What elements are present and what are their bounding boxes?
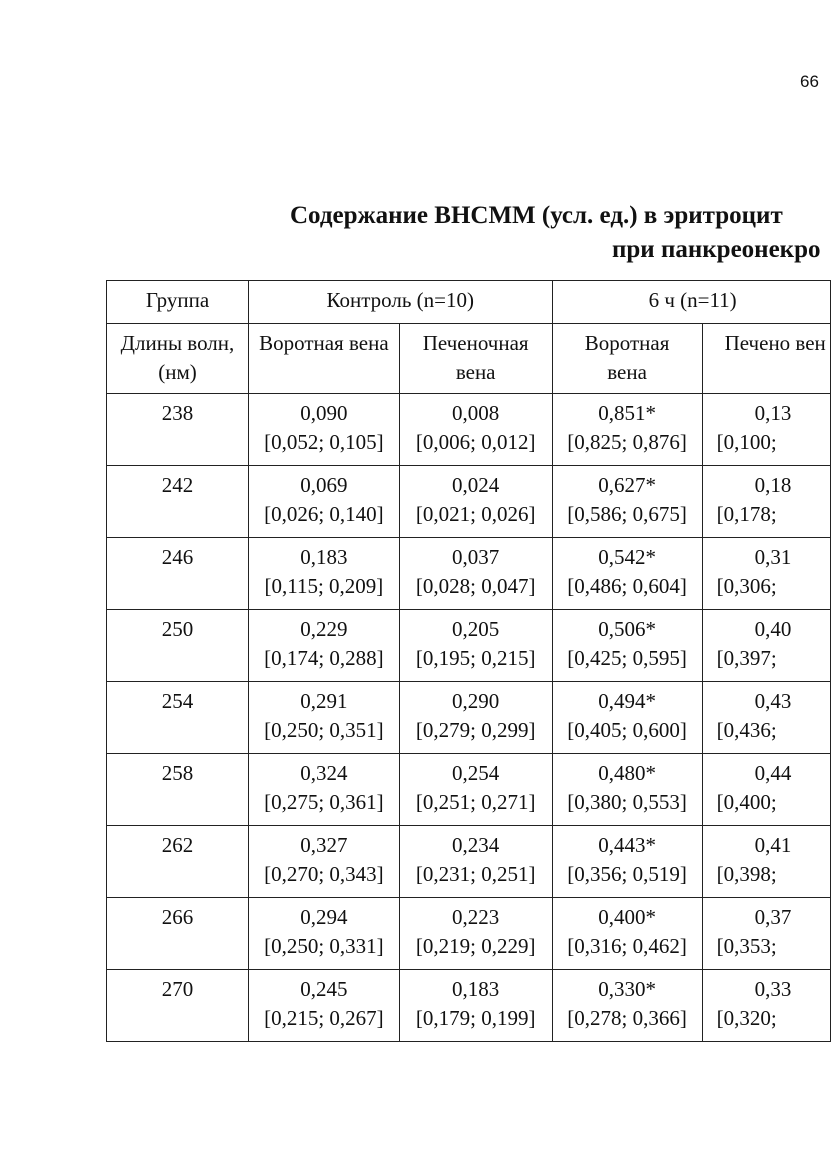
cell-control-hepatic-median: 0,234 bbox=[452, 833, 500, 857]
header-wavelength bbox=[107, 324, 249, 394]
cell-control-hepatic-median: 0,037 bbox=[452, 545, 500, 569]
cell-control-portal bbox=[248, 898, 399, 970]
cell-6h-hepatic bbox=[702, 394, 830, 466]
cell-6h-portal bbox=[552, 826, 702, 898]
title-line-1: Содержание ВНСММ (усл. ед.) в эритроцит bbox=[290, 202, 783, 229]
cell-wavelength bbox=[107, 754, 249, 826]
cell-6h-portal bbox=[552, 898, 702, 970]
cell-6h-hepatic bbox=[702, 682, 830, 754]
cell-control-portal-iqr: [0,115; 0,209] bbox=[264, 574, 384, 598]
cell-control-hepatic bbox=[399, 466, 552, 538]
cell-6h-hepatic-iqr: [0,397; bbox=[716, 646, 777, 670]
results-table bbox=[106, 280, 831, 1042]
cell-wavelength bbox=[107, 682, 249, 754]
header-row-groups bbox=[107, 281, 831, 324]
cell-wavelength-median: 258 bbox=[161, 761, 194, 785]
cell-6h-portal-median: 0,330* bbox=[598, 977, 656, 1001]
cell-6h-portal-iqr: [0,380; 0,553] bbox=[567, 790, 687, 814]
header-control-hepatic-vein: Печеночная вена bbox=[399, 324, 552, 394]
cell-6h-hepatic-median: 0,40 bbox=[754, 617, 792, 641]
cell-control-portal-median: 0,324 bbox=[300, 761, 348, 785]
cell-control-hepatic-median: 0,024 bbox=[452, 473, 500, 497]
cell-6h-hepatic-iqr: [0,320; bbox=[716, 1006, 777, 1030]
cell-control-hepatic-iqr: [0,179; 0,199] bbox=[415, 1006, 536, 1030]
cell-6h-portal-iqr: [0,425; 0,595] bbox=[567, 646, 687, 670]
cell-wavelength-median: 266 bbox=[161, 905, 194, 929]
cell-6h-portal-iqr: [0,405; 0,600] bbox=[567, 718, 687, 742]
cell-control-hepatic-median: 0,008 bbox=[452, 401, 500, 425]
cell-wavelength-median: 254 bbox=[161, 689, 194, 713]
cell-6h-portal-median: 0,506* bbox=[598, 617, 656, 641]
cell-control-hepatic bbox=[399, 610, 552, 682]
table-row bbox=[107, 970, 831, 1042]
cell-6h-portal-median: 0,627* bbox=[598, 473, 656, 497]
cell-control-hepatic-iqr: [0,231; 0,251] bbox=[415, 862, 536, 886]
cell-control-portal-iqr: [0,270; 0,343] bbox=[264, 862, 384, 886]
cell-control-hepatic bbox=[399, 754, 552, 826]
cell-6h-portal-median: 0,851* bbox=[598, 401, 656, 425]
cell-6h-hepatic bbox=[702, 826, 830, 898]
cell-6h-portal-iqr: [0,825; 0,876] bbox=[567, 430, 687, 454]
cell-control-portal-iqr: [0,250; 0,331] bbox=[264, 934, 384, 958]
cell-control-portal-iqr: [0,174; 0,288] bbox=[264, 646, 384, 670]
cell-control-portal-median: 0,069 bbox=[300, 473, 348, 497]
cell-control-portal bbox=[248, 682, 399, 754]
cell-wavelength bbox=[107, 826, 249, 898]
table-row bbox=[107, 466, 831, 538]
cell-control-portal bbox=[248, 610, 399, 682]
cell-wavelength bbox=[107, 610, 249, 682]
cell-6h-portal-median: 0,480* bbox=[598, 761, 656, 785]
cell-control-portal-iqr: [0,275; 0,361] bbox=[264, 790, 384, 814]
cell-control-hepatic-median: 0,223 bbox=[452, 905, 500, 929]
cell-control-hepatic bbox=[399, 826, 552, 898]
cell-6h-hepatic bbox=[702, 970, 830, 1042]
cell-control-portal bbox=[248, 754, 399, 826]
cell-wavelength bbox=[107, 898, 249, 970]
header-row-veins bbox=[107, 324, 831, 394]
table-row bbox=[107, 826, 831, 898]
cell-control-portal-iqr: [0,052; 0,105] bbox=[264, 430, 384, 454]
cell-6h-hepatic bbox=[702, 610, 830, 682]
table-row bbox=[107, 538, 831, 610]
cell-control-hepatic bbox=[399, 682, 552, 754]
cell-6h-hepatic-median: 0,31 bbox=[754, 545, 792, 569]
cell-wavelength bbox=[107, 466, 249, 538]
cell-control-portal-median: 0,245 bbox=[300, 977, 348, 1001]
cell-wavelength bbox=[107, 970, 249, 1042]
title-line-2: при панкреонекро bbox=[612, 236, 821, 263]
cell-control-hepatic-median: 0,205 bbox=[452, 617, 500, 641]
cell-6h-portal-iqr: [0,586; 0,675] bbox=[567, 502, 687, 526]
cell-6h-portal bbox=[552, 466, 702, 538]
cell-wavelength-median: 262 bbox=[161, 833, 194, 857]
cell-6h-hepatic-median: 0,44 bbox=[754, 761, 792, 785]
cell-control-portal-median: 0,327 bbox=[300, 833, 348, 857]
cell-control-portal-iqr: [0,250; 0,351] bbox=[264, 718, 384, 742]
cell-control-portal-iqr: [0,215; 0,267] bbox=[264, 1006, 384, 1030]
cell-6h-hepatic bbox=[702, 754, 830, 826]
cell-wavelength bbox=[107, 538, 249, 610]
cell-6h-hepatic bbox=[702, 538, 830, 610]
header-6h-hepatic-vein: Печено вен bbox=[702, 324, 830, 394]
cell-6h-hepatic-iqr: [0,100; bbox=[716, 430, 777, 454]
cell-6h-portal-iqr: [0,486; 0,604] bbox=[567, 574, 687, 598]
cell-6h-portal-iqr: [0,316; 0,462] bbox=[567, 934, 687, 958]
cell-6h-hepatic-median: 0,43 bbox=[754, 689, 792, 713]
cell-6h-portal-median: 0,443* bbox=[598, 833, 656, 857]
table-row bbox=[107, 898, 831, 970]
cell-6h-portal bbox=[552, 970, 702, 1042]
wavelength-label-2: (нм) bbox=[158, 360, 197, 384]
cell-6h-portal bbox=[552, 538, 702, 610]
cell-control-hepatic-iqr: [0,028; 0,047] bbox=[415, 574, 536, 598]
cell-control-hepatic bbox=[399, 538, 552, 610]
cell-6h-hepatic-median: 0,41 bbox=[754, 833, 792, 857]
cell-6h-hepatic-iqr: [0,353; bbox=[716, 934, 777, 958]
cell-6h-hepatic bbox=[702, 466, 830, 538]
cell-control-hepatic-iqr: [0,219; 0,229] bbox=[415, 934, 536, 958]
cell-6h-portal bbox=[552, 394, 702, 466]
table-row bbox=[107, 394, 831, 466]
cell-wavelength bbox=[107, 394, 249, 466]
table-row bbox=[107, 610, 831, 682]
cell-control-hepatic-iqr: [0,195; 0,215] bbox=[415, 646, 536, 670]
cell-6h-portal-iqr: [0,278; 0,366] bbox=[567, 1006, 687, 1030]
cell-6h-hepatic-iqr: [0,436; bbox=[716, 718, 777, 742]
header-6h: 6 ч (n=11) bbox=[552, 281, 830, 324]
header-6h-portal-vein: Воротная вена bbox=[552, 324, 702, 394]
table-row bbox=[107, 682, 831, 754]
cell-wavelength-median: 246 bbox=[161, 545, 194, 569]
cell-6h-hepatic-iqr: [0,178; bbox=[716, 502, 777, 526]
cell-control-hepatic-iqr: [0,279; 0,299] bbox=[415, 718, 536, 742]
cell-wavelength-median: 250 bbox=[161, 617, 194, 641]
cell-control-portal-median: 0,090 bbox=[300, 401, 348, 425]
cell-control-hepatic-iqr: [0,006; 0,012] bbox=[415, 430, 536, 454]
page-number: 66 bbox=[800, 72, 819, 91]
cell-control-hepatic bbox=[399, 898, 552, 970]
header-control: Контроль (n=10) bbox=[248, 281, 552, 324]
cell-control-hepatic bbox=[399, 394, 552, 466]
cell-6h-hepatic-median: 0,13 bbox=[754, 401, 792, 425]
cell-control-portal-median: 0,229 bbox=[300, 617, 348, 641]
cell-control-portal bbox=[248, 970, 399, 1042]
cell-control-hepatic-median: 0,183 bbox=[452, 977, 500, 1001]
cell-control-portal bbox=[248, 394, 399, 466]
cell-6h-hepatic-median: 0,18 bbox=[754, 473, 792, 497]
cell-6h-portal-median: 0,400* bbox=[598, 905, 656, 929]
cell-control-portal bbox=[248, 466, 399, 538]
cell-wavelength-median: 270 bbox=[161, 977, 194, 1001]
cell-6h-portal-iqr: [0,356; 0,519] bbox=[567, 862, 687, 886]
cell-6h-hepatic bbox=[702, 898, 830, 970]
cell-control-portal-iqr: [0,026; 0,140] bbox=[264, 502, 384, 526]
cell-control-hepatic-iqr: [0,021; 0,026] bbox=[415, 502, 536, 526]
cell-wavelength-median: 242 bbox=[161, 473, 194, 497]
cell-control-portal bbox=[248, 538, 399, 610]
cell-6h-portal-median: 0,494* bbox=[598, 689, 656, 713]
header-group: Группа bbox=[107, 281, 249, 324]
cell-6h-hepatic-iqr: [0,398; bbox=[716, 862, 777, 886]
cell-6h-portal bbox=[552, 682, 702, 754]
cell-6h-portal-median: 0,542* bbox=[598, 545, 656, 569]
cell-control-hepatic bbox=[399, 970, 552, 1042]
cell-6h-hepatic-iqr: [0,400; bbox=[716, 790, 777, 814]
wavelength-label-1: Длины волн, bbox=[120, 331, 235, 355]
header-control-portal-vein: Воротная вена bbox=[248, 324, 399, 394]
cell-6h-hepatic-iqr: [0,306; bbox=[716, 574, 777, 598]
cell-control-portal-median: 0,294 bbox=[300, 905, 348, 929]
cell-6h-portal bbox=[552, 754, 702, 826]
cell-control-hepatic-iqr: [0,251; 0,271] bbox=[415, 790, 536, 814]
cell-wavelength-median: 238 bbox=[161, 401, 194, 425]
cell-control-portal-median: 0,183 bbox=[300, 545, 348, 569]
table-row bbox=[107, 754, 831, 826]
cell-control-portal bbox=[248, 826, 399, 898]
cell-6h-hepatic-median: 0,37 bbox=[754, 905, 792, 929]
cell-control-hepatic-median: 0,254 bbox=[452, 761, 500, 785]
cell-control-portal-median: 0,291 bbox=[300, 689, 348, 713]
cell-6h-hepatic-median: 0,33 bbox=[754, 977, 792, 1001]
cell-control-hepatic-median: 0,290 bbox=[452, 689, 500, 713]
cell-6h-portal bbox=[552, 610, 702, 682]
